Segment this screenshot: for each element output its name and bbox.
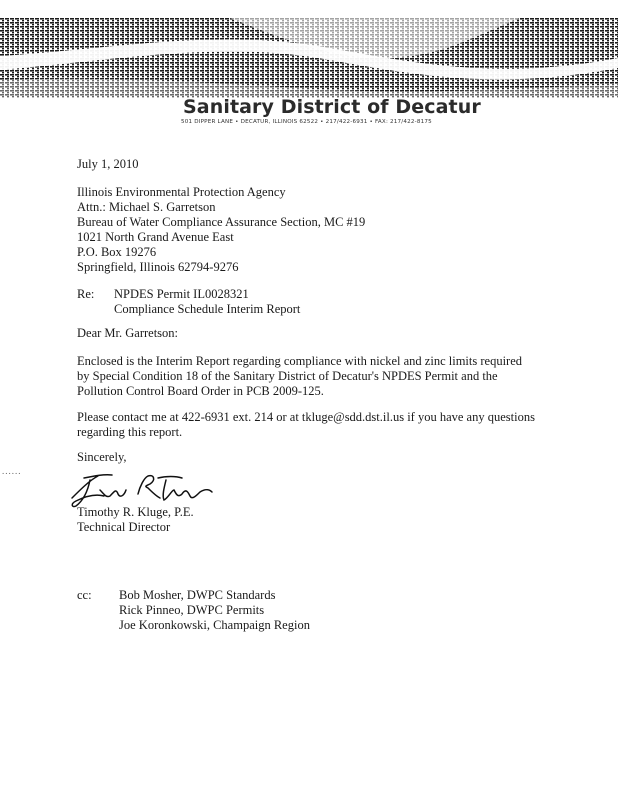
signer-name: Timothy R. Kluge, P.E. [77, 505, 194, 519]
recipient-line: Illinois Environmental Protection Agency [77, 185, 286, 199]
recipient-line: Bureau of Water Compliance Assurance Section, MC #19 [77, 215, 366, 229]
subject-line: Compliance Schedule Interim Report [114, 302, 301, 316]
cc-recipient: Rick Pinneo, DWPC Permits [119, 603, 265, 617]
organization-name: Sanitary District of Decatur [183, 96, 481, 118]
recipient-line: Attn.: Michael S. Garretson [77, 200, 216, 214]
margin-mark: ...... [2, 466, 22, 476]
body-line: Enclosed is the Interim Report regarding compliance with nickel and zinc limits required [77, 354, 523, 368]
cc-label: cc: [77, 588, 92, 602]
recipient-line: Springfield, Illinois 62794-9276 [77, 260, 239, 274]
re-label: Re: [77, 287, 95, 301]
letter-date: July 1, 2010 [77, 157, 139, 171]
cc-recipient: Bob Mosher, DWPC Standards [119, 588, 276, 602]
body-line: by Special Condition 18 of the Sanitary District of Decatur's NPDES Permit and the [77, 369, 498, 383]
closing: Sincerely, [77, 450, 127, 464]
signer-title: Technical Director [77, 520, 171, 534]
body-line: regarding this report. [77, 425, 183, 439]
body-line: Please contact me at 422-6931 ext. 214 or at tkluge@sdd.dst.il.us if you have any questions [77, 410, 535, 424]
letterhead-wave-graphic [0, 18, 618, 98]
subject-line: NPDES Permit IL0028321 [114, 287, 249, 301]
recipient-line: P.O. Box 19276 [77, 245, 157, 259]
signature-image [66, 468, 216, 510]
salutation: Dear Mr. Garretson: [77, 326, 179, 340]
recipient-line: 1021 North Grand Avenue East [77, 230, 234, 244]
organization-address: 501 DIPPER LANE • DECATUR, ILLINOIS 62522 • 217/422-6931 • FAX: 217/422-8175 [181, 119, 432, 125]
cc-recipient: Joe Koronkowski, Champaign Region [119, 618, 310, 632]
body-line: Pollution Control Board Order in PCB 2009-125. [77, 384, 324, 398]
